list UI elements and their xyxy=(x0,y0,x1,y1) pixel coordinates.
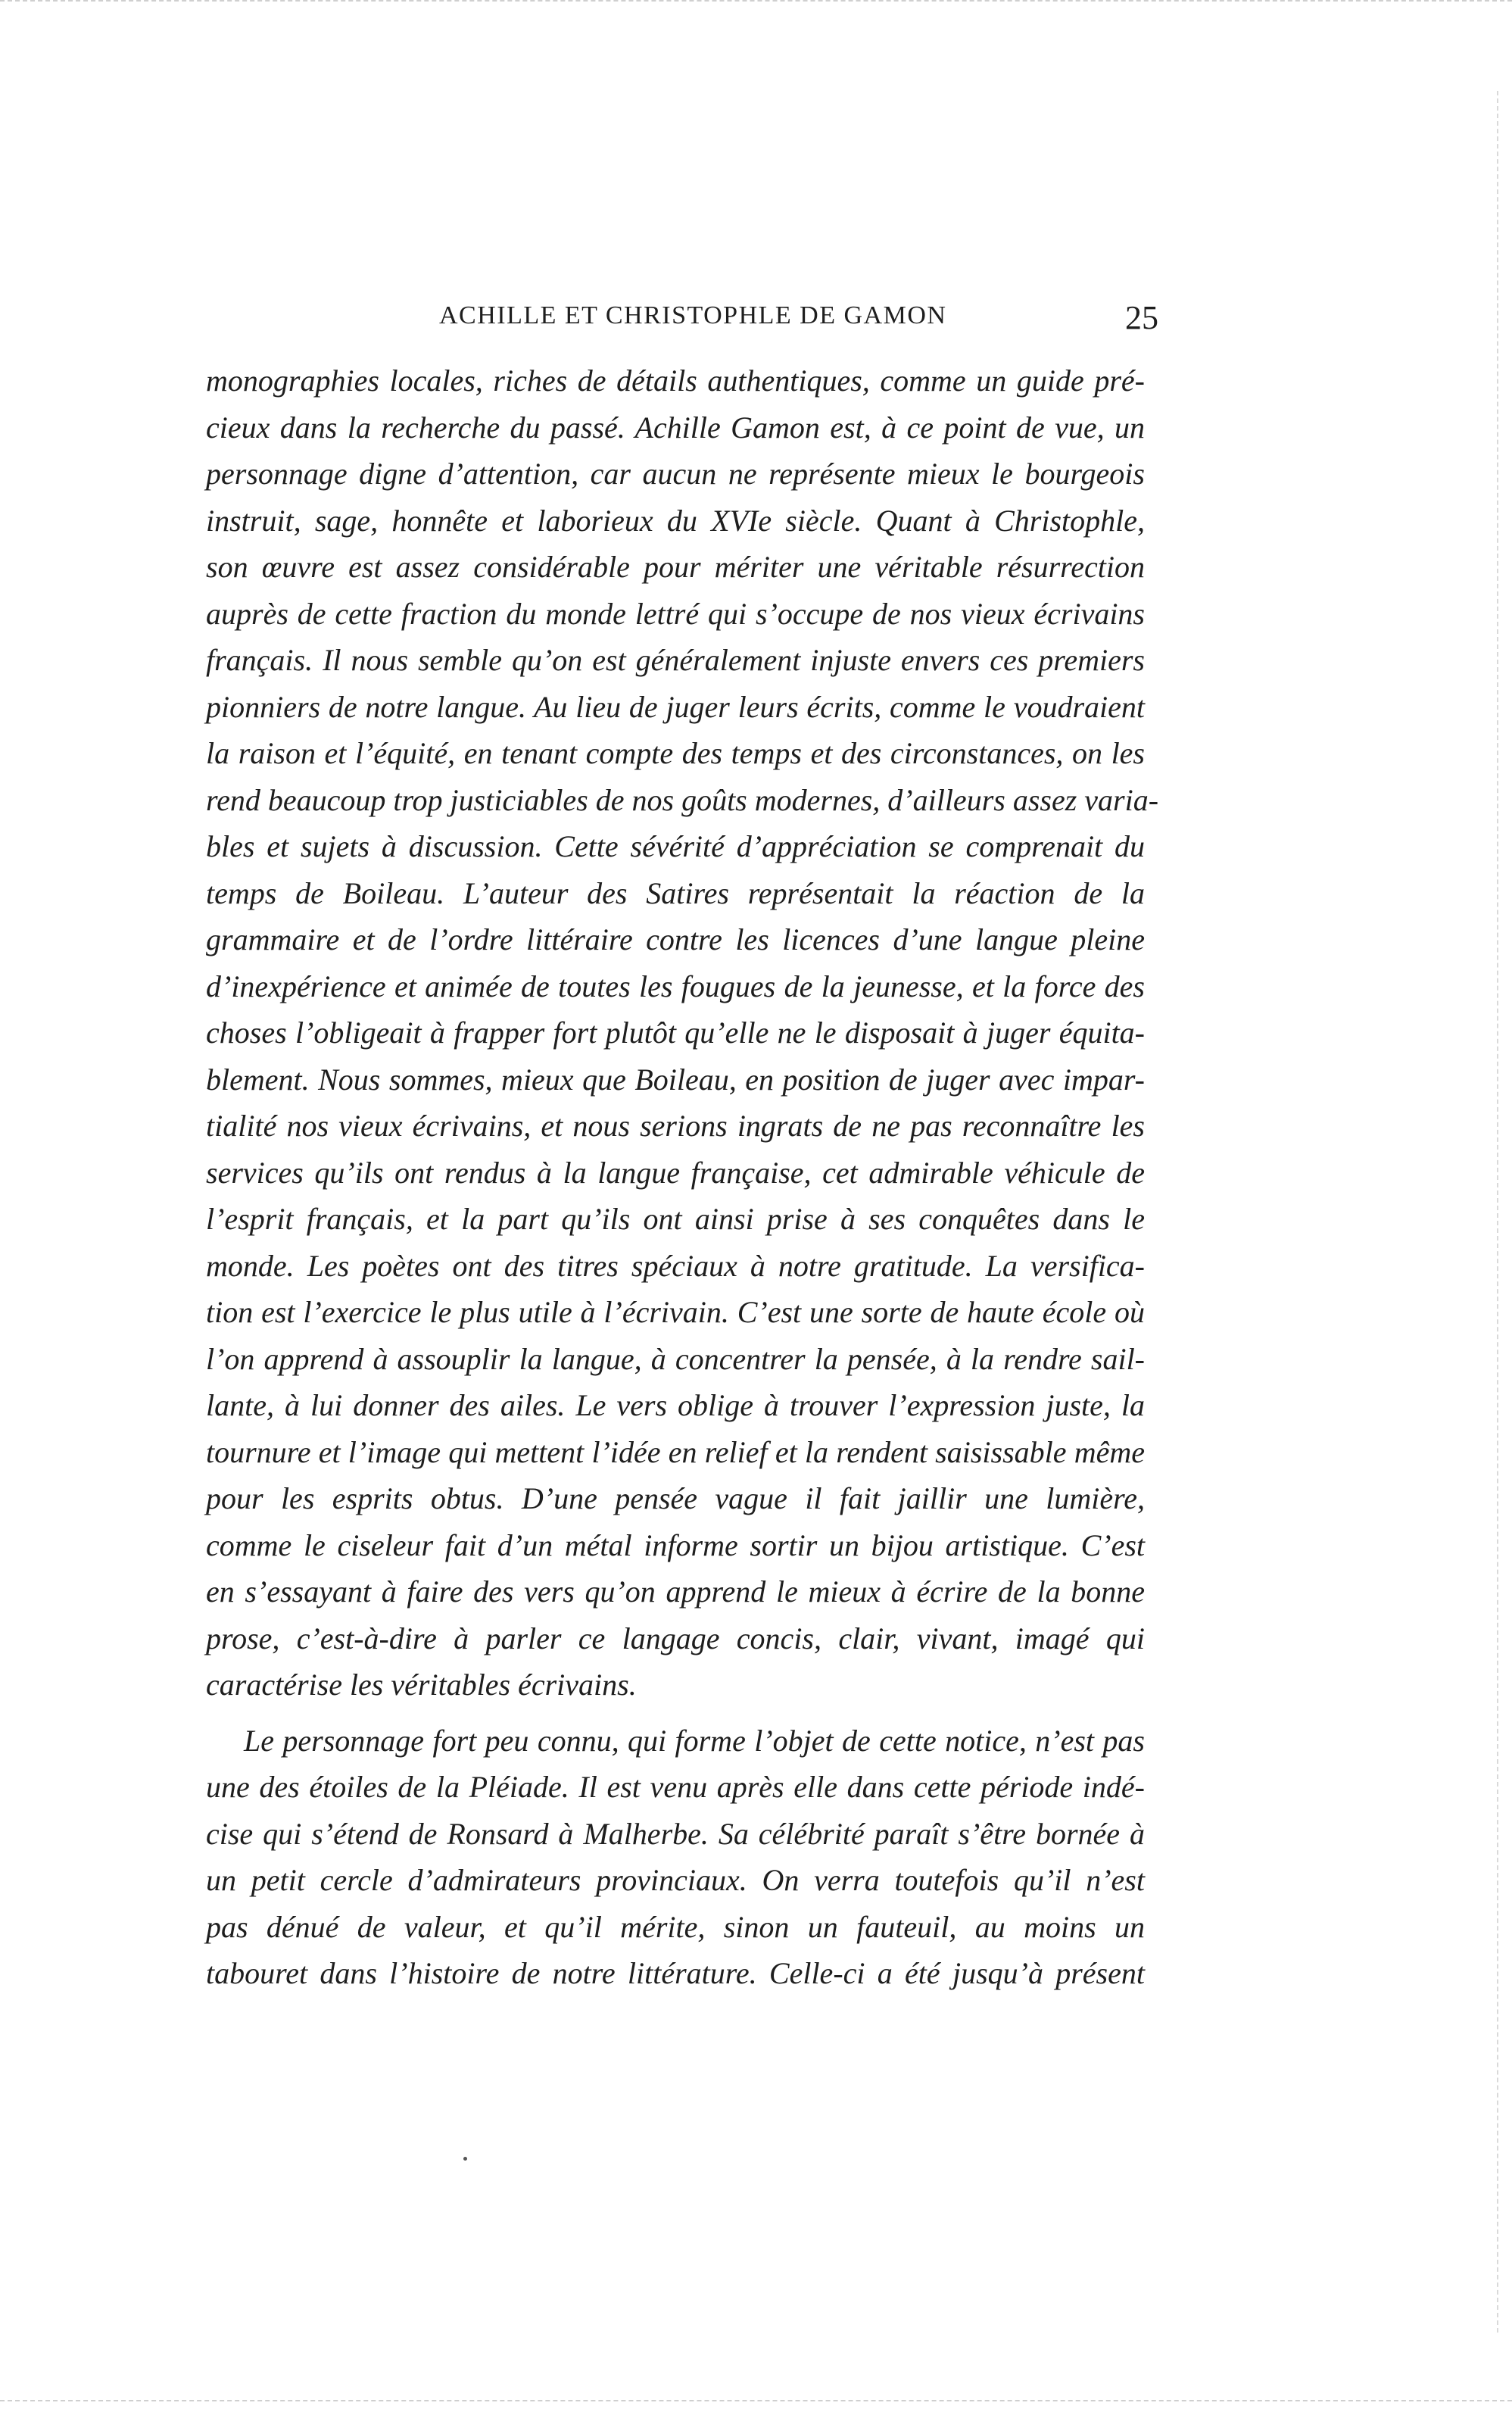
text-line: lante, à lui donner des ailes. Le vers oblige à trouver l’expression juste, la xyxy=(206,1388,1145,1422)
text-line: rend beaucoup trop justiciables de nos goûts modernes, d’ailleurs assez varia- xyxy=(206,782,1159,817)
paragraph-gap xyxy=(206,1708,1145,1718)
text-line: l’esprit français, et la part qu’ils ont ainsi prise à ses conquêtes dans le xyxy=(206,1202,1145,1236)
text-line: cise qui s’étend de Ronsard à Malherbe. Sa célébrité paraît s’être bornée à xyxy=(206,1816,1145,1851)
text-line: choses l’obligeait à frapper fort plutôt qu’elle ne le disposait à juger équita- xyxy=(206,1016,1145,1050)
text-line: grammaire et de l’ordre littéraire contre les licences d’une langue pleine xyxy=(206,922,1145,956)
text-line: en s’essayant à faire des vers qu’on apprend le mieux à écrire de la bonne xyxy=(206,1574,1145,1609)
page-right-edge xyxy=(1497,91,1498,2333)
text-line: auprès de cette fraction du monde lettré qui s’occupe de nos vieux écrivains xyxy=(206,596,1145,631)
text-line: cieux dans la recherche du passé. Achille Gamon est, à ce point de vue, un xyxy=(206,410,1145,445)
text-line: services qu’ils ont rendus à la langue française, cet admirable véhicule de xyxy=(206,1155,1145,1190)
text-line: pour les esprits obtus. D’une pensée vague il fait jaillir une lumière, xyxy=(206,1481,1145,1515)
text-line: son œuvre est assez considérable pour mériter une véritable résurrection xyxy=(206,550,1145,584)
text-line: prose, c’est-à-dire à parler ce langage concis, clair, vivant, imagé qui xyxy=(206,1621,1145,1655)
text-line: comme le ciseleur fait d’un métal informe sortir un bijou artistique. C’est xyxy=(206,1527,1145,1562)
page-top-edge xyxy=(0,0,1512,6)
text-line: tion est l’exercice le plus utile à l’écrivain. C’est une sorte de haute école où xyxy=(206,1295,1145,1329)
text-line: tournure et l’image qui mettent l’idée en relief et la rendent saisissable même xyxy=(206,1434,1145,1469)
text-line: temps de Boileau. L’auteur des Satires représentait la réaction de la xyxy=(206,875,1145,910)
text-line: pas dénué de valeur, et qu’il mérite, sinon un fauteuil, au moins un xyxy=(206,1909,1145,1944)
text-line: tabouret dans l’histoire de notre littérature. Celle-ci a été jusqu’à présent xyxy=(206,1956,1145,1990)
text-line: français. Il nous semble qu’on est généralement injuste envers ces premiers xyxy=(206,643,1145,677)
ink-speck xyxy=(463,2157,467,2161)
text-line: Le personnage fort peu connu, qui forme l’objet de cette notice, n’est pas xyxy=(244,1723,1145,1758)
body-text xyxy=(206,357,1159,1997)
text-line: pionniers de notre langue. Au lieu de juger leurs écrits, comme le voudraient xyxy=(206,689,1145,724)
text-line: personnage digne d’attention, car aucun ne représente mieux le bourgeois xyxy=(206,457,1145,491)
text-line: l’on apprend à assouplir la langue, à concentrer la pensée, à la rendre sail- xyxy=(206,1341,1145,1376)
text-line: blement. Nous sommes, mieux que Boileau, en position de juger avec impar- xyxy=(206,1062,1145,1097)
text-line: un petit cercle d’admirateurs provinciaux. On verra toutefois qu’il n’est xyxy=(206,1863,1145,1897)
text-line: caractérise les véritables écrivains. xyxy=(206,1668,637,1702)
text-line: monde. Les poètes ont des titres spéciaux à notre gratitude. La versifica- xyxy=(206,1248,1145,1283)
text-line: la raison et l’équité, en tenant compte des temps et des circonstances, on les xyxy=(206,736,1145,770)
page-number: 25 xyxy=(1125,299,1158,336)
paragraph xyxy=(206,1718,1145,1997)
paragraph xyxy=(206,357,1159,1708)
running-head xyxy=(204,297,1174,342)
page-bottom-edge xyxy=(0,2395,1512,2401)
text-line: une des étoiles de la Pléiade. Il est venu après elle dans cette période indé- xyxy=(206,1770,1145,1804)
text-line: tialité nos vieux écrivains, et nous serions ingrats de ne pas reconnaître les xyxy=(206,1109,1145,1143)
running-title: ACHILLE ET CHRISTOPHLE DE GAMON xyxy=(439,301,947,329)
text-line: d’inexpérience et animée de toutes les fougues de la jeunesse, et la force des xyxy=(206,969,1145,1003)
text-line: monographies locales, riches de détails authentiques, comme un guide pré- xyxy=(206,364,1145,398)
text-line: instruit, sage, honnête et laborieux du XVIe siècle. Quant à Christophle, xyxy=(206,503,1145,538)
text-line: bles et sujets à discussion. Cette sévérité d’appréciation se comprenait du xyxy=(206,829,1145,863)
